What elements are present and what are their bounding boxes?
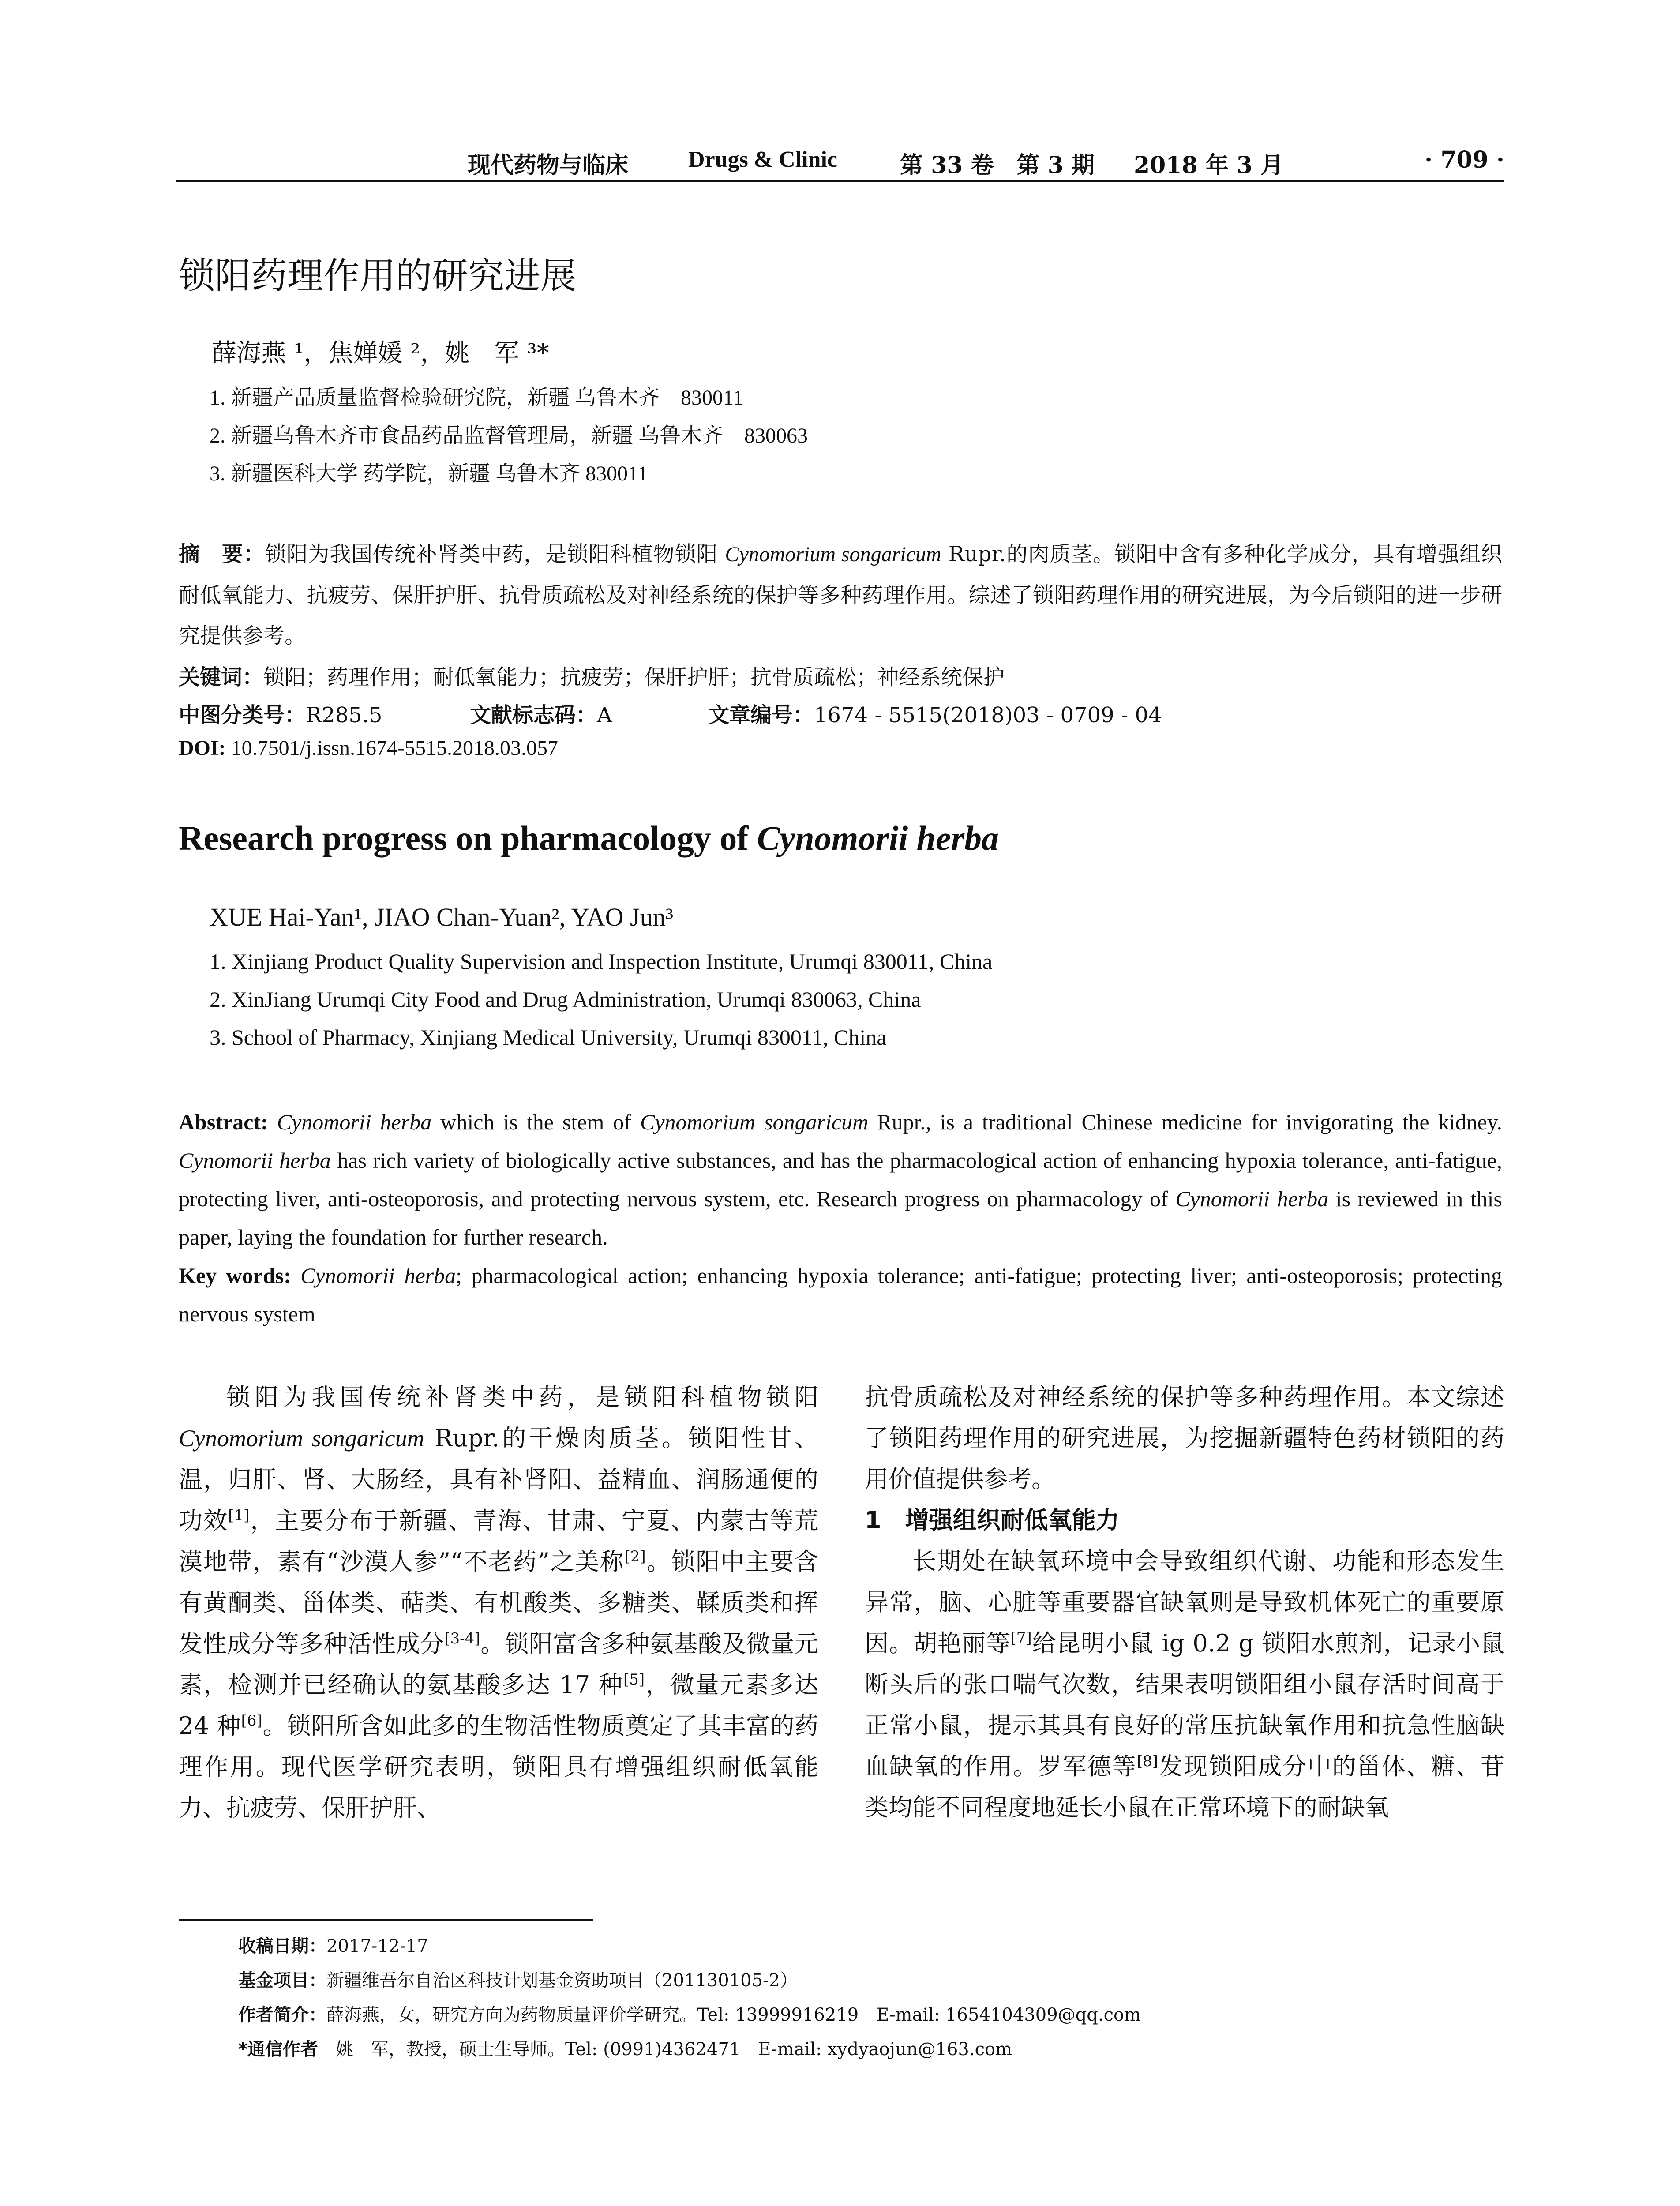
citation: [3-4] [444,1630,480,1647]
body-paragraph [865,1541,1504,1828]
body-text: 长期处在缺氧环境中会导致组织代谢、功能和形态发生异常，脑、心脏等重要器官缺氧则是导致机体死亡的重要原因。胡艳丽等 [865,1547,1504,1657]
paper-title-cn: 锁阳药理作用的研究进展 [179,255,577,297]
body-text: 给昆明小鼠 ig 0.2 g 锁阳水煎剂，记录小鼠断头后的张口喘气次数，结果表明锁阳组小鼠存活时间高于正常小鼠，提示其具有良好的常压抗缺氧作用和抗急性脑缺血缺氧的作用。罗军德等 [865,1629,1504,1780]
footnote-label: 收稿日期： [238,1936,326,1956]
body-column-right [865,1377,1504,1828]
affiliation-cn-2: 2. 新疆乌鲁木齐市食品药品监督管理局，新疆 乌鲁木齐 830063 [210,424,808,447]
journal-date: 2018 年 3 月 [1134,152,1284,179]
footnote-divider [179,1919,593,1921]
title-en-text: Research progress on pharmacology of [179,819,757,857]
doc-code-value: A [597,703,612,728]
footnote-received [238,1929,1518,1963]
affiliation-en-3: 3. School of Pharmacy, Xinjiang Medical University, Urumqi 830011, China [210,1025,887,1050]
species-name: Cynomorium songaricum [640,1110,869,1134]
body-column-left [179,1377,818,1828]
citation: [5] [623,1671,645,1688]
citation: [6] [241,1712,262,1730]
footnote-label: *通信作者 [238,2039,318,2060]
clc-value: R285.5 [306,703,382,728]
species-name: Cynomorium songaricum [179,1425,424,1452]
doi-line [179,736,558,760]
keywords-cn-label: 关键词： [179,665,264,690]
abstract-cn-text: Rupr.的肉质茎。锁阳中含有多种化学成分，具有增强组织耐低氧能力、抗疲劳、保肝护肝、抗骨质疏松及对神经系统的保护等多种药理作用。综述了锁阳药理作用的研究进展，为今后锁阳的进一步研究提供参考。 [179,542,1502,648]
citation: [8] [1136,1752,1158,1770]
journal-name-cn: 现代药物与临床 [468,152,629,179]
affiliation-cn-1: 1. 新疆产品质量监督检验研究院，新疆 乌鲁木齐 830011 [210,386,744,409]
body-text: Rupr.的干燥肉质茎。锁阳性甘、温，归肝、肾、大肠经，具有补肾阳、益精血、润肠通便的功效 [179,1424,818,1534]
paper-title-en [179,818,999,858]
title-en-species: Cynomorii herba [757,819,999,857]
body-text: 。锁阳所含如此多的生物活性物质奠定了其丰富的药理作用。现代医学研究表明，锁阳具有增强组织耐低氧能力、抗疲劳、保肝护肝、 [179,1712,818,1822]
herb-name: Cynomorii herba [300,1263,456,1288]
journal-issue: 第 33 卷 第 3 期 [900,152,1095,179]
footnote-fund [238,1963,1518,1998]
doc-code-label: 文献标志码： [470,703,597,728]
footnote-corresponding [238,2032,1518,2067]
footnote-text: 2017-12-17 [326,1936,428,1956]
body-text: ，主要分布于新疆、青海、甘肃、宁夏、内蒙古等荒漠地带，素有“沙漠人参”“不老药”之美称 [179,1507,819,1576]
abstract-en-text: Rupr., is a traditional Chinese medicine for invigorating the kidney. [868,1110,1503,1134]
citation: [2] [624,1548,646,1565]
abstract-en-label: Abstract: [179,1110,268,1134]
footnotes [238,1929,1518,2067]
clc-label: 中图分类号： [179,703,306,728]
doi-value: 10.7501/j.issn.1674-5515.2018.03.057 [231,736,559,760]
authors-en: XUE Hai-Yan¹, JIAO Chan-Yuan², YAO Jun³ [210,903,673,931]
footnote-label: 基金项目： [238,1970,326,1991]
keywords-en-text: ; pharmacological action; enhancing hypoxia tolerance; anti-fatigue; protecting liver; anti-osteoporosis; protecting nervous system [179,1263,1503,1326]
body-text: ，微量元素多达 24 种 [179,1671,819,1740]
body-text: 发现锁阳成分中的甾体、糖、苷类均能不同程度地延长小鼠在正常环境下的耐缺氧 [865,1752,1505,1821]
keywords-cn [179,660,1005,690]
footnote-text: 姚 军，教授，硕士生导师。Tel: (0991)4362471 E-mail: xydyaojun@163.com [318,2039,1012,2060]
body-paragraph [179,1377,818,1828]
page-number: · 709 · [1425,146,1504,173]
abstract-cn-label: 摘 要： [179,542,265,567]
affiliation-en-2: 2. XinJiang Urumqi City Food and Drug Administration, Urumqi 830063, China [210,987,921,1012]
herb-name: Cynomorii herba [179,1148,331,1173]
body-text: 锁阳为我国传统补肾类中药，是锁阳科植物锁阳 [226,1383,818,1411]
abstract-en-text: has rich variety of biologically active substances, and has the pharmacological action of enhancing hypoxia tolerance, anti-fatigue, protecting liver, anti-osteoporosis, and protecting nervous system, etc. Research progress on pharmacology of [179,1148,1502,1211]
abstract-en-text: is reviewed in this paper, laying the foundation for further research. [179,1186,1502,1249]
citation: [7] [1010,1629,1032,1647]
abstract-en [179,1103,1502,1333]
keywords-en-label: Key words: [179,1263,291,1288]
authors-cn: 薛海燕 ¹，焦婵媛 ²，姚 军 ³* [212,339,549,368]
journal-name-en: Drugs & Clinic [688,147,837,172]
classification-line [179,698,1502,728]
article-number-label: 文章编号： [708,703,814,728]
article-number-value: 1674 - 5515(2018)03 - 0709 - 04 [814,703,1162,728]
abstract-cn [179,534,1502,656]
footnote-text: 新疆维吾尔自治区科技计划基金资助项目（201130105-2） [326,1970,798,1991]
keywords-cn-text: 锁阳；药理作用；耐低氧能力；抗疲劳；保肝护肝；抗骨质疏松；神经系统保护 [263,665,1005,690]
footnote-text: 薛海燕，女，研究方向为药物质量评价学研究。Tel: 13999916219 E-mail: 1654104309@qq.com [326,2005,1141,2025]
affiliation-en-1: 1. Xinjiang Product Quality Supervision and Inspection Institute, Urumqi 830011, China [210,949,993,974]
body-paragraph: 抗骨质疏松及对神经系统的保护等多种药理作用。本文综述了锁阳药理作用的研究进展，为挖掘新疆特色药材锁阳的药用价值提供参考。 [865,1383,1504,1493]
species-name: Cynomorium songaricum [725,543,941,566]
herb-name: Cynomorii herba [277,1110,432,1134]
abstract-cn-text: 锁阳为我国传统补肾类中药，是锁阳科植物锁阳 [265,542,725,567]
abstract-en-text: which is the stem of [431,1110,641,1134]
body-text: 。锁阳中主要含有黄酮类、甾体类、萜类、有机酸类、多糖类、鞣质类和挥发性成分等多种活性成分 [179,1548,819,1658]
body-text: 。锁阳富含多种氨基酸及微量元素，检测并已经确认的氨基酸多达 17 种 [179,1630,819,1699]
herb-name: Cynomorii herba [1175,1186,1329,1211]
footnote-author [238,1998,1518,2032]
footnote-label: 作者简介： [238,2005,326,2025]
affiliation-cn-3: 3. 新疆医科大学 药学院，新疆 乌鲁木齐 830011 [210,462,649,485]
section-heading-1: 1 增强组织耐低氧能力 [865,1506,1120,1534]
running-header [176,140,1504,182]
citation: [1] [228,1507,250,1524]
doi-label: DOI: [179,736,226,760]
